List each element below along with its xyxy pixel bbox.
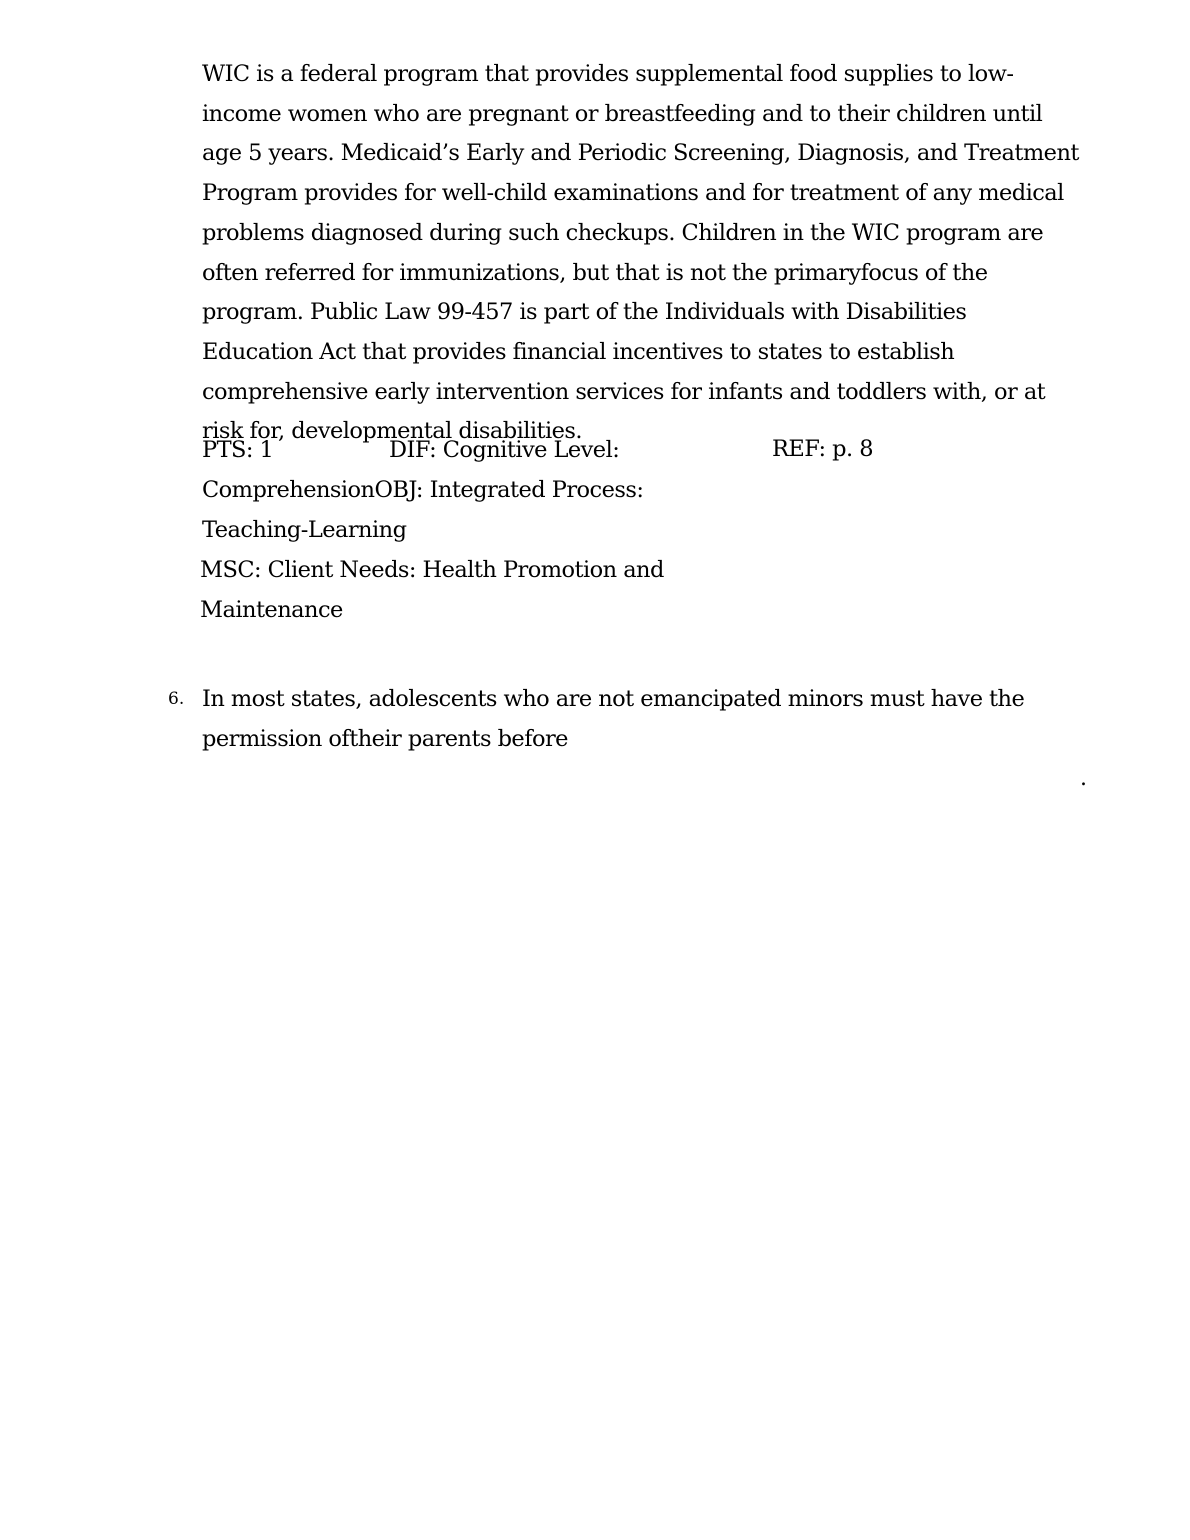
- answer-blank-end: .: [1080, 766, 1087, 791]
- msc-field: MSC: Client Needs: Health Promotion and: [200, 557, 664, 583]
- integrated-process-value: Teaching-Learning: [202, 517, 407, 543]
- msc-field-continued: Maintenance: [200, 597, 343, 623]
- question-stem: In most states, adolescents who are not emancipated minors must have the permission oftheir parents before: [202, 686, 1025, 752]
- pts-field: PTS: 1: [202, 437, 274, 463]
- obj-field: ComprehensionOBJ: Integrated Process:: [202, 477, 644, 503]
- rationale-paragraph: WIC is a federal program that provides supplemental food supplies to low-income women who are pregnant or breastfeeding and to their children until age 5 years. Medicaid’s Early and Periodic Screening, Diagnosis, and Treatment Program provides for well-child examinations and for treatment of any medical problems diagnosed during such checkups. Children in the WIC program are often referred for immunizations, but that is not the primaryfocus of the program. Public Law 99-457 is part of the Individuals with Disabilities Education Act that provides financial incentives to states to establish comprehensive early intervention services for infants and toddlers with, or at risk for, developmental disabilities.: [202, 61, 1079, 445]
- dif-field: DIF: Cognitive Level:: [389, 437, 620, 463]
- ref-field: REF: p. 8: [772, 436, 873, 462]
- question-number: 6.: [168, 689, 185, 709]
